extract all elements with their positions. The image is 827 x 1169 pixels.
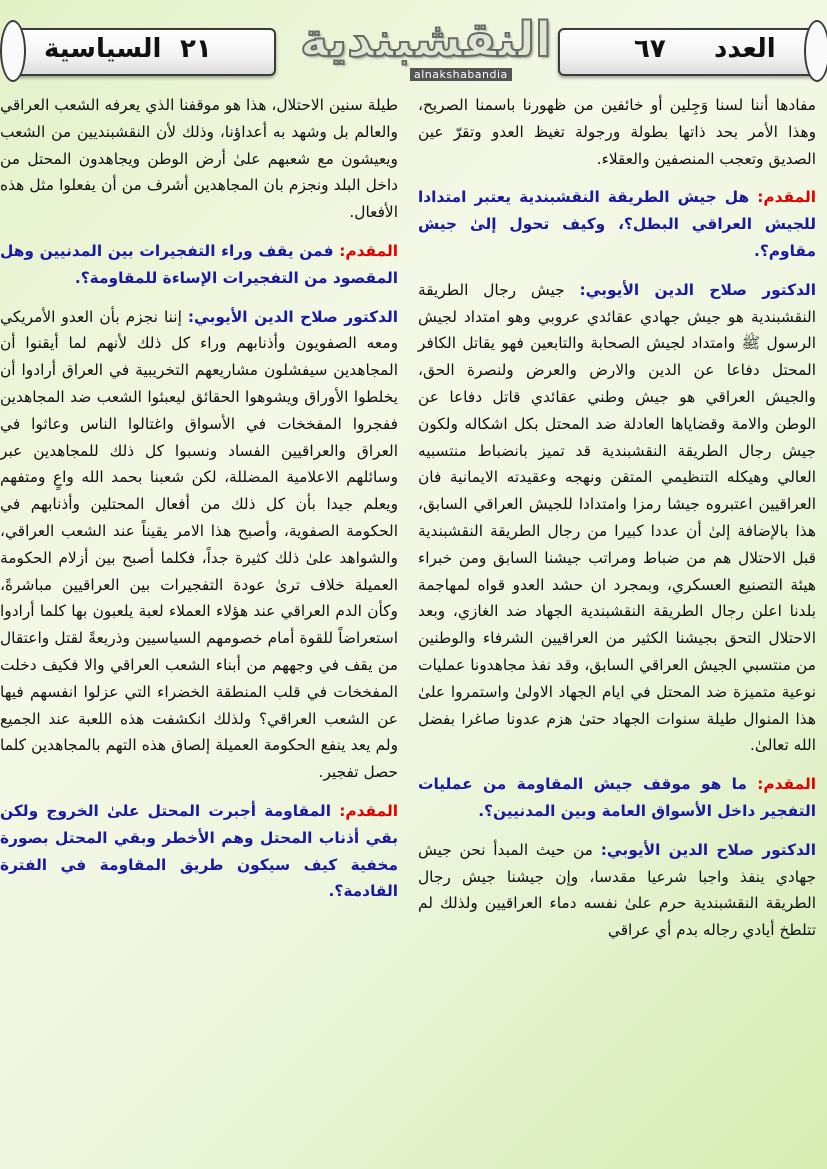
question-text: فمن يقف وراء التفجيرات بين المدنيين وهل المقصود من التفجيرات الإساءة للمقاومة؟. [0, 241, 398, 287]
banner-scroll-curl [804, 20, 827, 82]
right-column [418, 92, 816, 956]
answer [0, 304, 398, 786]
paragraph: مفادها أننا لسنا وَجِلين أو خائفين من ظهورنا باسمنا الصريح، وهذا الأمر بحد ذاتها بطولة ورجولة تغيظ العدو وتقرّ عين الصديق وتعجب المنصفين والعقلاء. [418, 96, 816, 168]
question [0, 798, 398, 905]
speaker-label: الدكتور صلاح الدين الأيوبي: [187, 307, 398, 326]
page-header [0, 0, 827, 92]
section-title: السياسية [44, 34, 162, 64]
speaker-label: الدكتور صلاح الدين الأيوبي: [579, 280, 816, 299]
left-column [0, 92, 398, 917]
speaker-label: الدكتور صلاح الدين الأيوبي: [600, 840, 816, 859]
issue-number: ٦٧ [634, 34, 666, 64]
answer [418, 277, 816, 759]
logo-url: alnakshabandia [410, 68, 512, 81]
question-text: ما هو موقف جيش المقاومة من عمليات التفجير داخل الأسواق العامة وبين المدنيين؟. [418, 775, 816, 820]
question [418, 771, 816, 825]
paragraph: طيلة سنين الاحتلال، هذا هو موقفنا الذي يعرفه الشعب العراقي والعالم بل وشهد به أعداؤنا، وذلك لأن النقشبنديين من الشعب ويعيشون مع شعبهم علىٰ أرض الوطن ويجاهدون المحتل من داخل البلد ونجزم بان المجاهدين أشرف من أن يفعلوا مثل هذه الأفعال. [0, 96, 398, 222]
issue-label: العدد [714, 34, 776, 64]
answer [418, 837, 816, 944]
host-label: المقدم: [339, 241, 398, 260]
answer-text: جيش رجال الطريقة النقشبندية هو جيش جهادي عقائدي عروبي وهو امتداد لجيش الرسول ﷺ وامتداد لجيش الصحابة والتابعين فهو يقاتل الكافر المحتل دفاعا عن الدين والارض والعرض ولنصرة الحق، والجيش العراقي هو جيش وطني عقائدي قاتل دفاعا عن الوطن والامة وقضاياها العادلة ضد المحتل بكل اشكاله ولكون جيش رجال الطريقة النقشبندية قد تميز بانضباط منتسبيه العالي وهيكله التنظيمي المتقن ونهجه وعقيدته الايمانية فان العراقيين اعتبروه جيشا رمزا وامتدادا للجيش العراقي السابق، هذا بالإضافة إلىٰ أن عددا كبيرا من رجال الطريقة النقشبندية قبل الاحتلال هم من ضباط ومراتب جيشنا السابق ومن خبراء هيئة التصنيع العسكري، وبمجرد ان حشد العدو قواه لمهاجمة بلدنا اعلن رجال الطريقة النقشبندية الجهاد ضد الغازي، وبعد الاحتلال التحق بجيشنا الكثير من العراقيين الشرفاء والوطنين من منتسبي الجيش العراقي السابق، وقد نفذ مجاهدونا عمليات نوعية متميزة ضد المحتل في ايام الجهاد الاولىٰ واستمروا علىٰ هذا المنوال طيلة سنوات الجهاد حتىٰ هزم عدونا صاغرا بفضل الله تعالىٰ. [418, 280, 816, 755]
host-label: المقدم: [757, 188, 816, 207]
question [0, 238, 398, 292]
answer-text: إننا نجزم بأن العدو الأمريكي ومعه الصفويون وأذنابهم وراء كل ذلك لأنهم لما أيقنوا أن المجاهدين سيفشلون مشاريعهم التخريبية في العراق أرادوا أن يخلطوا الأوراق ويشوهوا الحقائق ليعبئوا الشعب ضد المجاهدين ففجروا المفخخات في الأسواق واغتالوا الناس وعاثوا في العراق والعراقيين الفساد ونسبوا كل ذلك للمجاهدين عبر وسائلهم الاعلامية المضللة، لكن شعبنا بحمد الله واعٍ ومتفهم ويعلم جيدا بأن كل ذلك من أفعال المحتلين وأذنابهم في الحكومة الصفوية، وأصبح هذا الامر يقيناً عند الشعب العراقي، والشواهد علىٰ ذلك كثيرة جداً، فكلما أصبح بين أزلام الحكومة العميلة خلاف ترىٰ عودة التفجيرات بين العراقيين مباشرةً، وكأن الدم العراقي عند هؤلاء العملاء لعبة يلعبون بها كلما أرادوا استعراضاً للقوة أمام خصومهم السياسيين وذريعةً لقتل واعتقال من يقف في وجههم من أبناء الشعب العراقي والا فكيف دخلت المفخخات في قلب المنطقة الخضراء التي عزلوا انفسهم فيها عن الشعب العراقي؟ ولذلك انكشفت هذه اللعبة عند الجميع ولم يعد ينفع الحكومة العميلة إلصاق هذه التهم بالمجاهدين كلما حصل تفجير. [0, 307, 398, 782]
logo-text: النقشبندية [300, 12, 552, 68]
issue-banner [558, 28, 820, 76]
question-text: المقاومة أجبرت المحتل علىٰ الخروج ولكن بقي أذناب المحتل وهم الأخطر وبقي المحتل بصورة مخفية كيف سيكون طريق المقاومة في الفترة القادمة؟. [0, 801, 398, 901]
host-label: المقدم: [339, 801, 398, 820]
page-number: ٢١ [180, 34, 212, 64]
answer-text: من حيث المبدأ نحن جيش جهادي ينفذ واجبا شرعيا مقدسا، وإن جيشنا جيش رجال الطريقة النقشبندية حرم علىٰ نفسه دماء العراقيين ولذلك لم تتلطخ أيادي رجاله بدم أي عراقي [418, 840, 816, 940]
magazine-logo [300, 10, 552, 88]
host-label: المقدم: [757, 775, 817, 794]
section-banner [10, 28, 276, 76]
question [418, 184, 816, 264]
question-text: هل جيش الطريقة النقشبندية يعتبر امتدادا للجيش العراقي البطل؟، وكيف تحول إلىٰ جيش مقاوم؟. [418, 188, 816, 260]
banner-scroll-curl [0, 20, 26, 82]
